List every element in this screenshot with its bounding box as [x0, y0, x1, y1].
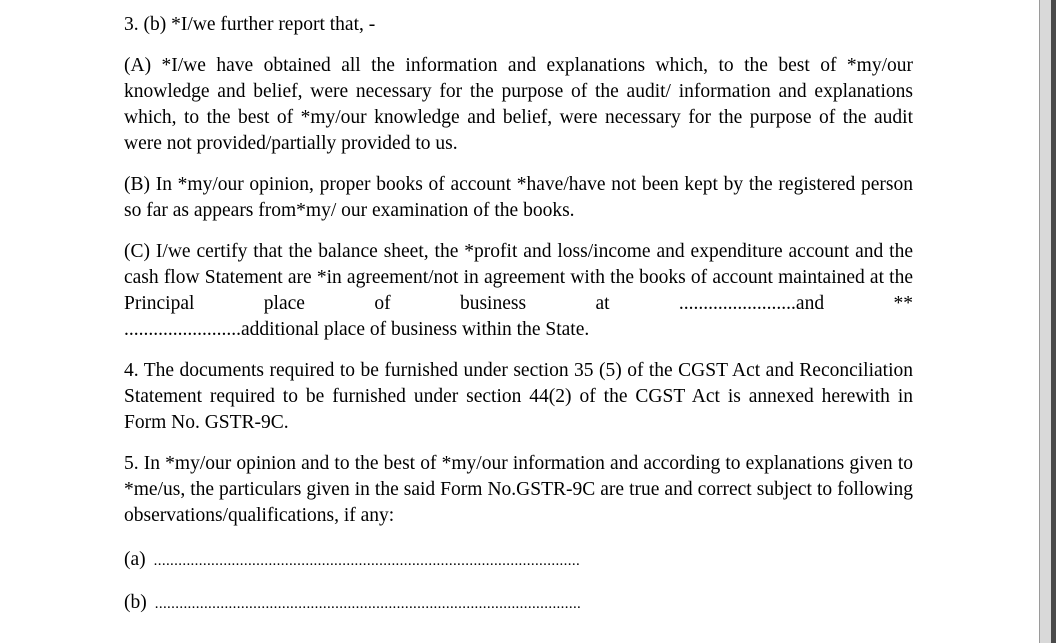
- paragraph-c-body: (C) I/we certify that the balance sheet, the *profit and loss/income and expenditure account and the cash flow Statement are *in agreement/not in agreement with the books of account maintained at the Principal place of business at ........................and **: [124, 241, 913, 314]
- report-body: [124, 12, 913, 617]
- paragraph-b: (B) In *my/our opinion, proper books of account *have/have not been kept by the registered person so far as appears from*my/ our examination of the books.: [124, 174, 913, 221]
- paragraph-c-continuation: ........................additional place of business within the State.: [124, 319, 590, 340]
- paragraph-a: (A) *I/we have obtained all the information and explanations which, to the best of *my/our knowledge and belief, were necessary for the purpose of the audit/ information and explanations which, to the best of *my/our knowledge and belief, were necessary for the purpose of the audit were not provided/partially provided to us.: [124, 55, 913, 154]
- observation-blank-a: ........................................................................................................: [153, 553, 581, 569]
- observation-label-a: (a): [124, 549, 146, 570]
- observation-line-b: [124, 590, 913, 617]
- section-5-paragraph: 5. In *my/our opinion and to the best of *my/our information and according to explanations given to *me/us, the particulars given in the said Form No.GSTR-9C are true and correct subject to following observations/qualifications, if any:: [124, 453, 913, 526]
- section-4-paragraph: 4. The documents required to be furnished under section 35 (5) of the CGST Act and Reconciliation Statement required to be furnished under section 44(2) of the CGST Act is annexed herewith in Form No. GSTR-9C.: [124, 360, 913, 433]
- observation-line-a: [124, 547, 913, 574]
- section-3b-heading: 3. (b) *I/we further report that, -: [124, 14, 376, 35]
- paragraph-c: [124, 239, 913, 343]
- observation-blank-b: ........................................................................................................: [154, 596, 582, 612]
- observation-label-b: (b): [124, 592, 147, 613]
- window-scrollbar[interactable]: [1039, 0, 1056, 643]
